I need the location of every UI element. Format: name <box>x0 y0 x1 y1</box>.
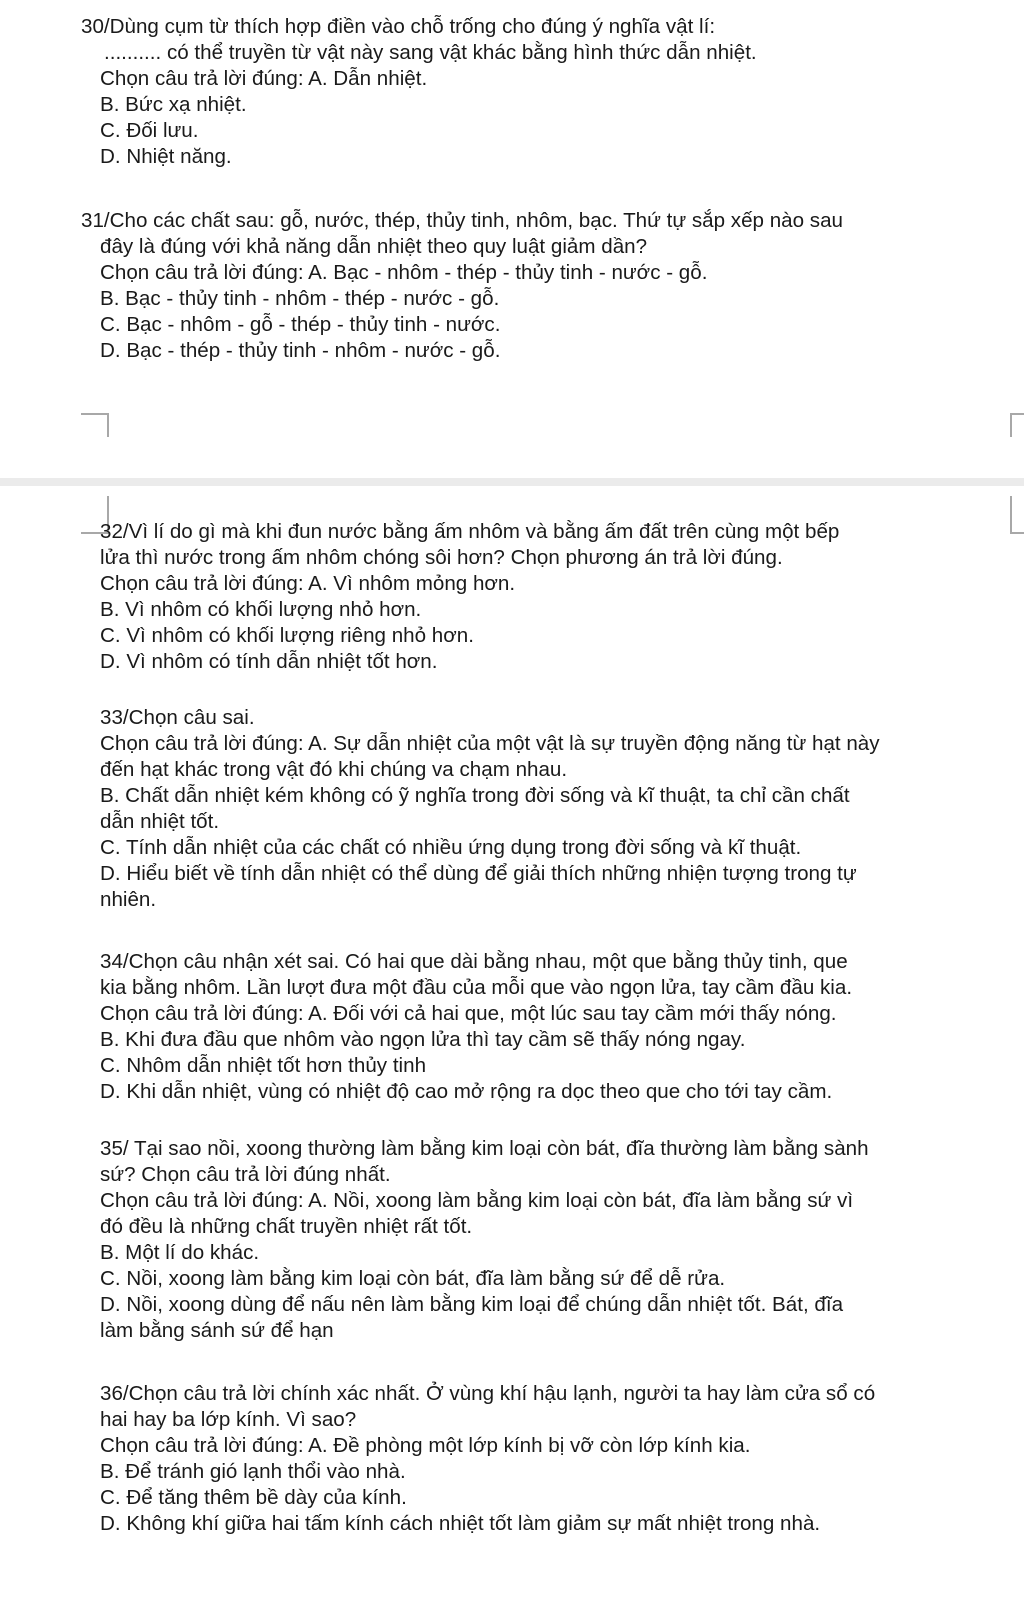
answer-option-a: Chọn câu trả lời đúng: A. Dẫn nhiệt. <box>100 67 428 90</box>
answer-option-c: C. Đối lưu. <box>100 119 199 142</box>
question-text: 33/Chọn câu sai. <box>100 706 255 729</box>
answer-option-d: D. Nồi, xoong dùng để nấu nên làm bằng kim loại để chúng dẫn nhiệt tốt. Bát, đĩa <box>100 1293 844 1316</box>
question-text: hai hay ba lớp kính. Vì sao? <box>100 1408 357 1431</box>
question-text: 32/Vì lí do gì mà khi đun nước bằng ấm nhôm và bằng ấm đất trên cùng một bếp <box>100 520 840 543</box>
answer-option-c: C. Nhôm dẫn nhiệt tốt hơn thủy tinh <box>100 1054 427 1077</box>
answer-option-b: B. Vì nhôm có khối lượng nhỏ hơn. <box>100 598 422 621</box>
answer-option-a-cont: đến hạt khác trong vật đó khi chúng va chạm nhau. <box>100 758 568 781</box>
document-page-bottom <box>0 486 1024 1619</box>
answer-option-d: D. Hiểu biết về tính dẫn nhiệt có thể dùng để giải thích những nhiện tượng trong tự <box>100 862 857 885</box>
question-text: sứ? Chọn câu trả lời đúng nhất. <box>100 1163 391 1186</box>
page-corner-mark <box>1010 413 1024 437</box>
answer-option-c: C. Tính dẫn nhiệt của các chất có nhiều ứng dụng trong đời sống và kĩ thuật. <box>100 836 802 859</box>
question-text: đây là đúng với khả năng dẫn nhiệt theo quy luật giảm dần? <box>100 235 648 258</box>
question-text: 36/Chọn câu trả lời chính xác nhất. Ở vùng khí hậu lạnh, người ta hay làm cửa sổ có <box>100 1382 876 1405</box>
answer-option-d: D. Bạc - thép - thủy tinh - nhôm - nước - gỗ. <box>100 339 501 362</box>
answer-option-b: B. Bức xạ nhiệt. <box>100 93 247 116</box>
answer-option-c: C. Để tăng thêm bề dày của kính. <box>100 1486 407 1509</box>
answer-option-d: D. Khi dẫn nhiệt, vùng có nhiệt độ cao mở rộng ra dọc theo que cho tới tay cầm. <box>100 1080 833 1103</box>
answer-option-c: C. Bạc - nhôm - gỗ - thép - thủy tinh - nước. <box>100 313 501 336</box>
answer-option-a: Chọn câu trả lời đúng: A. Bạc - nhôm - thép - thủy tinh - nước - gỗ. <box>100 261 708 284</box>
answer-option-b: B. Một lí do khác. <box>100 1241 260 1264</box>
question-text: 34/Chọn câu nhận xét sai. Có hai que dài bằng nhau, một que bằng thủy tinh, que <box>100 950 848 973</box>
answer-option-d: D. Nhiệt năng. <box>100 145 232 168</box>
answer-option-b: B. Chất dẫn nhiệt kém không có ỹ nghĩa trong đời sống và kĩ thuật, ta chỉ cần chất <box>100 784 850 807</box>
question-text: lửa thì nước trong ấm nhôm chóng sôi hơn? Chọn phương án trả lời đúng. <box>100 546 783 569</box>
answer-option-c: C. Nồi, xoong làm bằng kim loại còn bát, đĩa làm bằng sứ để dễ rửa. <box>100 1267 726 1290</box>
question-text: 31/Cho các chất sau: gỗ, nước, thép, thủy tinh, nhôm, bạc. Thứ tự sắp xếp nào sau <box>81 209 843 232</box>
answer-option-a: Chọn câu trả lời đúng: A. Sự dẫn nhiệt của một vật là sự truyền động năng từ hạt này <box>100 732 880 755</box>
question-text: 30/Dùng cụm từ thích hợp điền vào chỗ trống cho đúng ý nghĩa vật lí: <box>81 15 716 38</box>
page-separator <box>0 478 1024 486</box>
answer-option-a: Chọn câu trả lời đúng: A. Vì nhôm mỏng hơn. <box>100 572 516 595</box>
answer-option-b: B. Để tránh gió lạnh thổi vào nhà. <box>100 1460 406 1483</box>
question-text: 35/ Tại sao nồi, xoong thường làm bằng kim loại còn bát, đĩa thường làm bằng sành <box>100 1137 869 1160</box>
answer-option-c: C. Vì nhôm có khối lượng riêng nhỏ hơn. <box>100 624 474 647</box>
answer-option-d-cont: nhiên. <box>100 888 157 911</box>
answer-option-d-cont: làm bằng sánh sứ để hạn <box>100 1319 334 1342</box>
page-corner-mark <box>81 413 109 437</box>
document-page-top <box>0 0 1024 478</box>
answer-option-d: D. Vì nhôm có tính dẫn nhiệt tốt hơn. <box>100 650 438 673</box>
question-text: .......... có thể truyền từ vật này sang vật khác bằng hình thức dẫn nhiệt. <box>104 41 757 64</box>
answer-option-b-cont: dẫn nhiệt tốt. <box>100 810 220 833</box>
answer-option-a-cont: đó đều là những chất truyền nhiệt rất tốt. <box>100 1215 473 1238</box>
answer-option-a: Chọn câu trả lời đúng: A. Đối với cả hai que, một lúc sau tay cầm mới thấy nóng. <box>100 1002 837 1025</box>
answer-option-b: B. Bạc - thủy tinh - nhôm - thép - nước - gỗ. <box>100 287 500 310</box>
page-corner-mark <box>1010 496 1024 534</box>
question-text: kia bằng nhôm. Lần lượt đưa một đầu của mỗi que vào ngọn lửa, tay cầm đầu kia. <box>100 976 853 999</box>
answer-option-d: D. Không khí giữa hai tấm kính cách nhiệt tốt làm giảm sự mất nhiệt trong nhà. <box>100 1512 821 1535</box>
answer-option-a: Chọn câu trả lời đúng: A. Nồi, xoong làm bằng kim loại còn bát, đĩa làm bằng sứ vì <box>100 1189 854 1212</box>
answer-option-b: B. Khi đưa đầu que nhôm vào ngọn lửa thì tay cầm sẽ thấy nóng ngay. <box>100 1028 746 1051</box>
answer-option-a: Chọn câu trả lời đúng: A. Đề phòng một lớp kính bị vỡ còn lớp kính kia. <box>100 1434 751 1457</box>
